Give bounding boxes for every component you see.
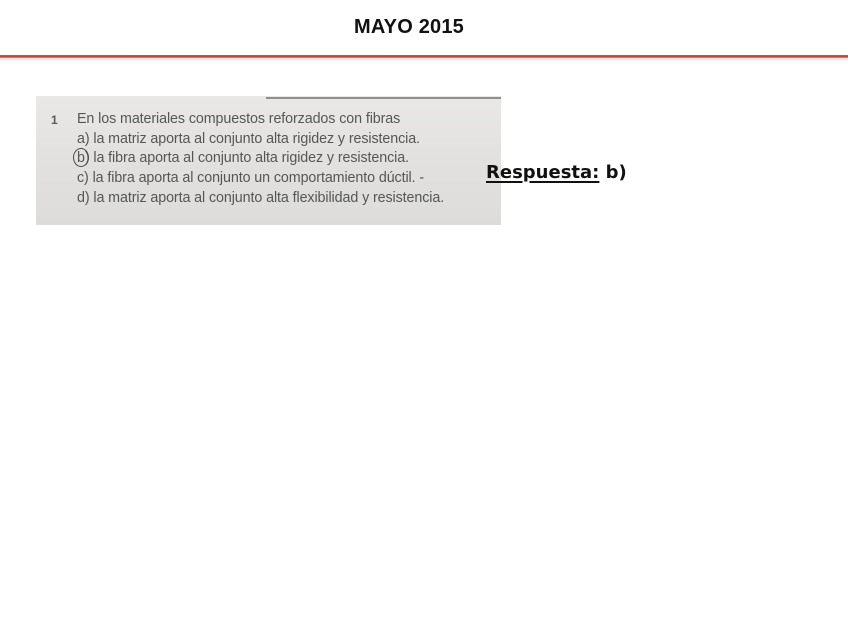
photo-border-line (266, 97, 501, 99)
option-a: a) la matriz aporta al conjunto alta rigidez y resistencia. (77, 131, 420, 147)
question-stem: En los materiales compuestos reforzados con fibras (77, 111, 401, 127)
answer-label: Respuesta: (486, 162, 600, 183)
option-b: b) la fibra aporta al conjunto alta rigidez y resistencia. (77, 150, 409, 166)
question-photo (36, 96, 501, 225)
option-c: c) la fibra aporta al conjunto un comportamiento dúctil. - (77, 170, 425, 186)
answer-line (486, 162, 627, 183)
handwritten-circle-mark (73, 148, 89, 167)
option-d: d) la matriz aporta al conjunto alta flexibilidad y resistencia. (77, 190, 445, 206)
slide-title: MAYO 2015 (353, 16, 464, 38)
question-number: 1 (51, 113, 58, 127)
title-divider-shadow (0, 58, 848, 62)
answer-value: b) (605, 162, 627, 183)
